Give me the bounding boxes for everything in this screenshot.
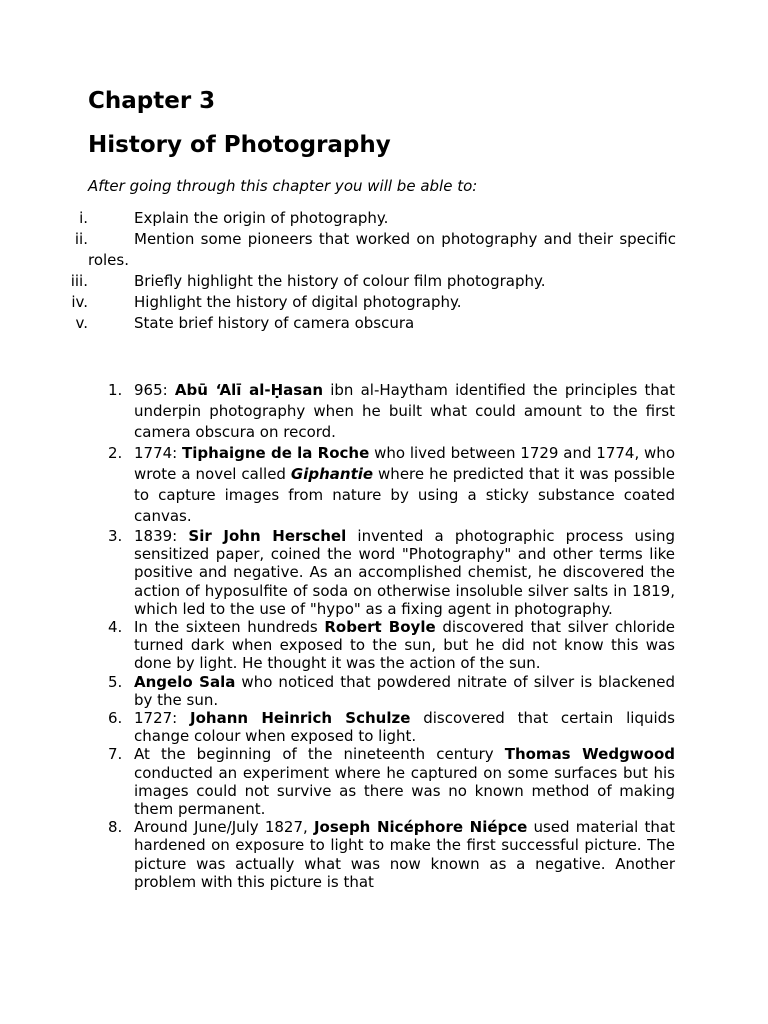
objective-number: iii. xyxy=(70,272,88,290)
timeline-item xyxy=(100,818,675,891)
timeline-lead: 965: xyxy=(134,381,175,399)
timeline-item xyxy=(100,673,675,709)
pioneer-name: Thomas Wedgwood xyxy=(504,745,675,764)
chapter-title: History of Photography xyxy=(88,132,391,158)
objective-text: Explain the origin of photography. xyxy=(134,209,389,227)
pioneer-name: Robert Boyle xyxy=(324,618,436,637)
timeline-number: 4. xyxy=(108,618,123,637)
timeline-text: who noticed that powdered nitrate of silver is blackened by the sun. xyxy=(134,672,676,709)
timeline-text: invented a photographic process using sensitized paper, coined the word "Photography" and other terms like positive and negative. As an accomplished chemist, he discovered the action of hyposulfite of soda on otherwise insoluble silver salts in 1819, which led to the use of "hypo" as a fixing agent in photography. xyxy=(134,527,676,618)
timeline-number: 7. xyxy=(108,745,123,764)
objective-item xyxy=(56,229,676,271)
pioneer-name: Johann Heinrich Schulze xyxy=(190,709,411,728)
history-timeline-list xyxy=(100,380,675,891)
timeline-lead: Around June/July 1827, xyxy=(134,818,314,837)
timeline-lead: In the sixteen hundreds xyxy=(134,618,325,637)
timeline-item xyxy=(100,618,675,673)
timeline-text: who lived between 1729 and 1774, who wrote a novel called xyxy=(134,444,675,483)
timeline-lead: 1774: xyxy=(134,444,183,462)
objective-number: ii. xyxy=(74,230,88,248)
objective-text: Briefly highlight the history of colour film photography. xyxy=(134,272,546,290)
objective-number: i. xyxy=(79,209,88,227)
pioneer-name: Sir John Herschel xyxy=(188,527,347,545)
chapter-intro: After going through this chapter you will be able to: xyxy=(88,177,478,195)
timeline-number: 6. xyxy=(108,709,123,728)
timeline-text: used material that hardened on exposure to light to make the first successful picture. The picture was actually what was now known as a negative. Another problem with this picture is that xyxy=(134,818,675,891)
pioneer-name: Tiphaigne de la Roche xyxy=(182,444,370,462)
timeline-number: 2. xyxy=(108,444,123,462)
timeline-item xyxy=(100,745,675,818)
timeline-lead: 1839: xyxy=(134,527,189,545)
pioneer-name: Angelo Sala xyxy=(134,672,236,691)
timeline-text: discovered that certain liquids change colour when exposed to light. xyxy=(134,709,675,746)
novel-title: Giphantie xyxy=(290,465,374,483)
timeline-number: 5. xyxy=(108,672,123,691)
objective-item xyxy=(56,292,676,313)
timeline-text: ibn al-Haytham identified the principles that underpin photography when he built what could amount to the first camera obscura on record. xyxy=(134,381,675,441)
objective-text: State brief history of camera obscura xyxy=(134,314,415,332)
objective-item xyxy=(56,313,676,334)
objective-item xyxy=(56,208,676,229)
timeline-number: 8. xyxy=(108,818,123,837)
timeline-item xyxy=(100,380,675,443)
timeline-text: where he predicted that it was possible to capture images from nature by using a sticky substance coated canvas. xyxy=(134,465,675,525)
objective-number: v. xyxy=(75,314,88,332)
objective-text: Mention some pioneers that worked on photography and their specific roles. xyxy=(88,230,676,269)
timeline-text: discovered that silver chloride turned dark when exposed to the sun, but he did not know this was done by light. He thought it was the action of the sun. xyxy=(134,618,675,673)
objectives-list xyxy=(56,208,676,334)
timeline-item xyxy=(100,527,675,618)
objective-text: Highlight the history of digital photography. xyxy=(134,293,462,311)
chapter-label: Chapter 3 xyxy=(88,88,216,114)
timeline-lead: 1727: xyxy=(134,709,191,728)
timeline-item xyxy=(100,709,675,745)
timeline-text: conducted an experiment where he captured on some surfaces but his images could not survive as there was no known method of making them permanent. xyxy=(134,763,675,819)
timeline-number: 3. xyxy=(108,527,123,545)
pioneer-name: Abū ‘Alī al-Ḥasan xyxy=(174,381,323,399)
objective-number: iv. xyxy=(71,293,88,311)
pioneer-name: Joseph Nicéphore Niépce xyxy=(313,818,528,837)
timeline-item xyxy=(100,443,675,527)
timeline-number: 1. xyxy=(108,381,123,399)
timeline-lead: At the beginning of the nineteenth century xyxy=(134,745,505,764)
objective-item xyxy=(56,271,676,292)
